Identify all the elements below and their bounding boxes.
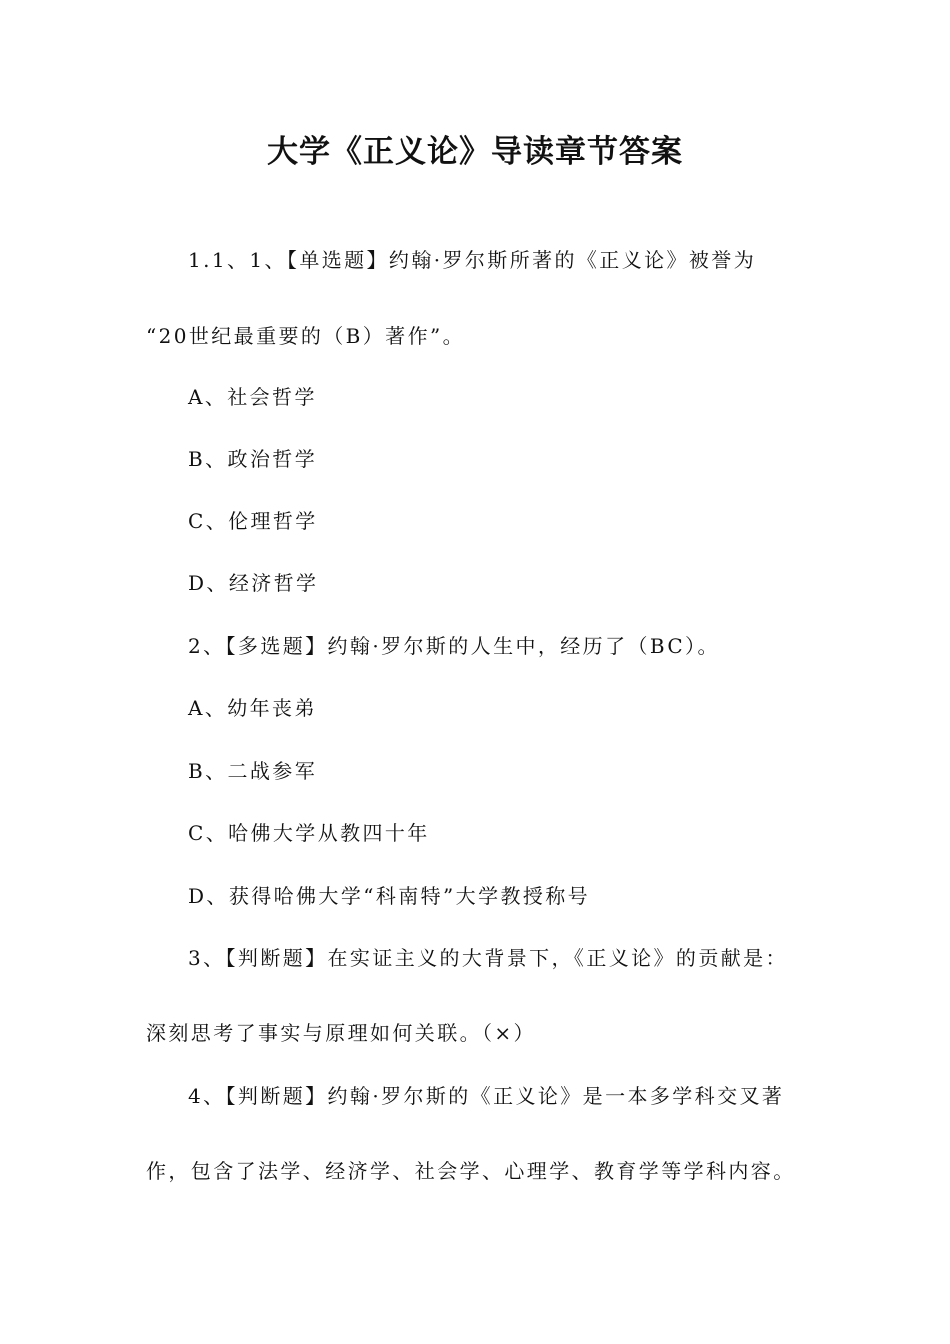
question-1-option-a: A、社会哲学 [188,385,317,409]
question-1-stem-line-1: 1.1、1、【单选题】约翰·罗尔斯所著的《正义论》被誉为 [188,248,757,272]
question-4-stem-line-2: 作，包含了法学、经济学、社会学、心理学、教育学等学科内容。 [146,1159,796,1183]
document-title: 大学《正义论》导读章节答案 [267,134,683,170]
question-2-stem: 2、【多选题】约翰·罗尔斯的人生中，经历了（BC）。 [188,634,720,658]
question-2-option-c: C、哈佛大学从教四十年 [188,821,430,845]
question-2-option-b: B、二战参军 [188,759,318,783]
question-1-option-c: C、伦理哲学 [188,509,318,533]
question-1-option-d: D、经济哲学 [188,571,319,595]
question-2-option-a: A、幼年丧弟 [188,696,317,720]
question-4-stem-line-1: 4、【判断题】约翰·罗尔斯的《正义论》是一本多学科交叉著 [188,1084,785,1108]
question-2-option-d: D、获得哈佛大学“科南特”大学教授称号 [188,884,591,908]
question-3-stem-line-1: 3、【判断题】在实证主义的大背景下，《正义论》的贡献是： [188,946,788,970]
question-3-stem-line-2: 深刻思考了事实与原理如何关联。（×） [146,1021,536,1045]
question-1-option-b: B、政治哲学 [188,447,318,471]
question-1-stem-line-2: “20世纪最重要的（B）著作”。 [146,324,465,348]
